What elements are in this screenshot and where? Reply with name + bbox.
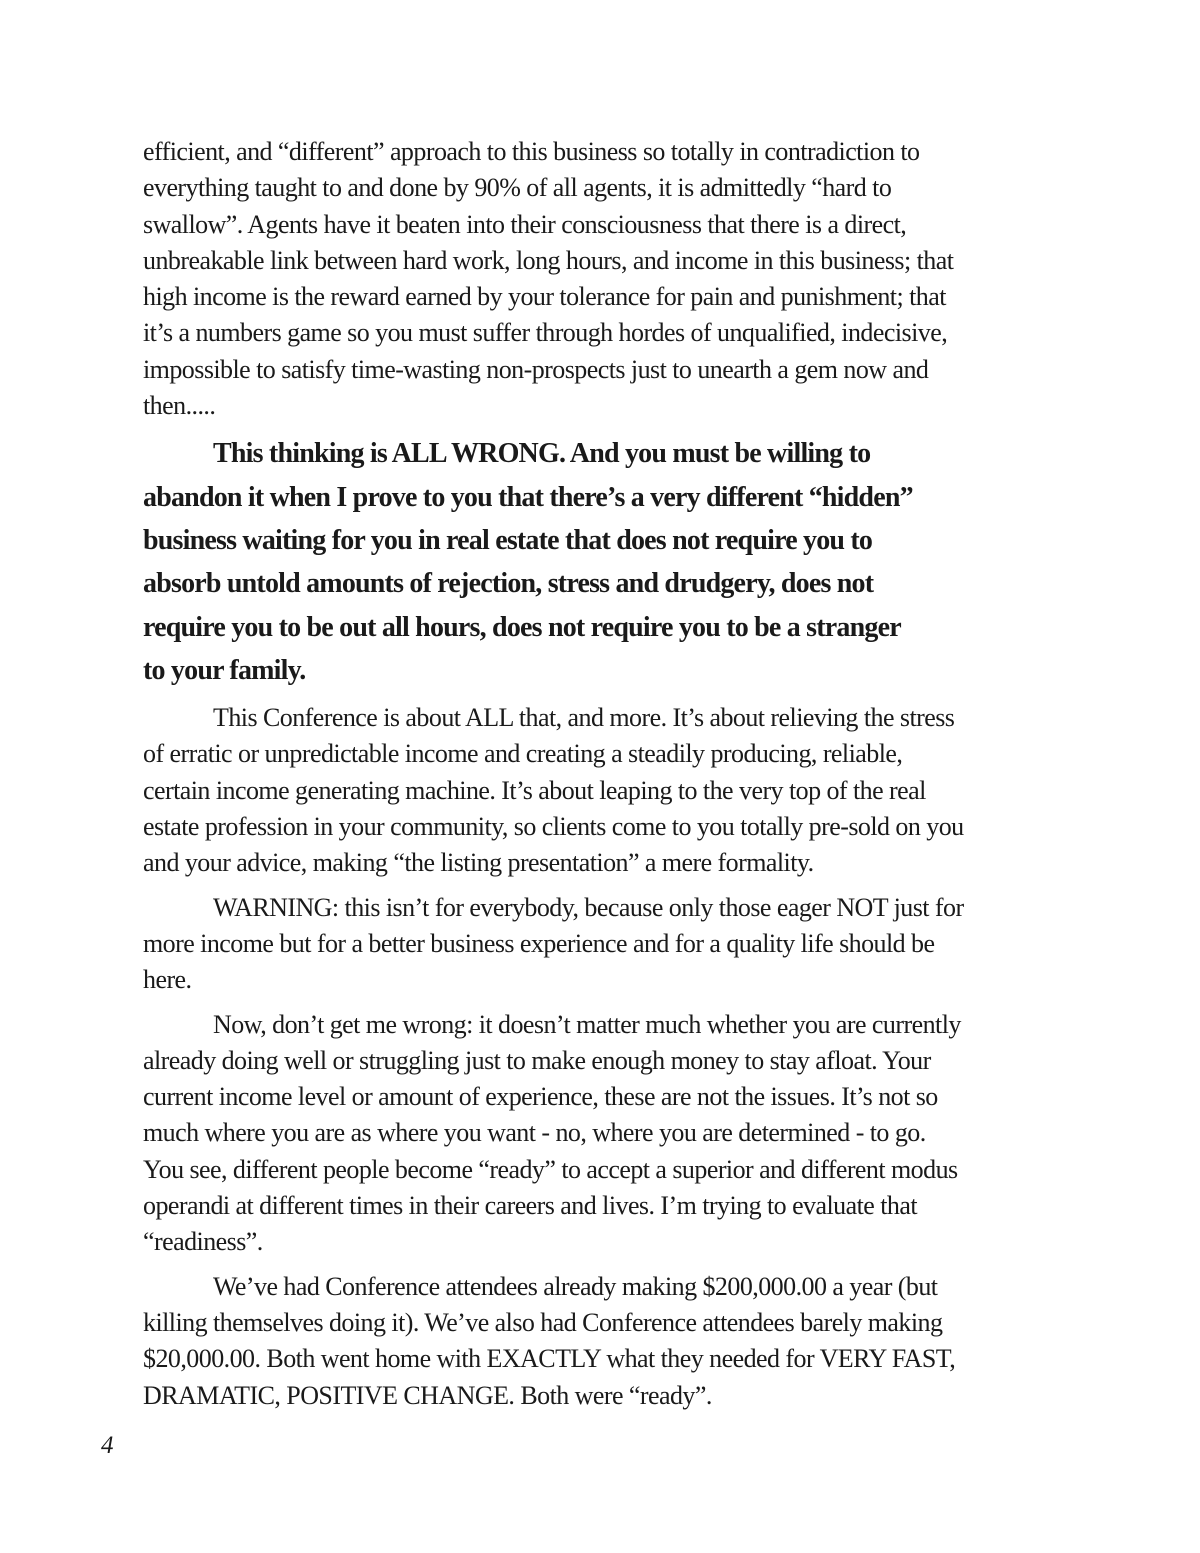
text-line: We’ve had Conference attendees already making $200,000.00 a year (but: [213, 1271, 938, 1301]
text-line: and your advice, making “the listing presentation” a mere formality.: [143, 848, 814, 878]
text-line: DRAMATIC, POSITIVE CHANGE. Both were “ready”.: [143, 1380, 712, 1410]
text-line: require you to be out all hours, does not require you to be a stranger: [143, 611, 901, 643]
text-line: $20,000.00. Both went home with EXACTLY what they needed for VERY FAST,: [143, 1344, 956, 1374]
text-line: already doing well or struggling just to make enough money to stay afloat. Your: [143, 1045, 931, 1075]
text-line: of erratic or unpredictable income and creating a steadily producing, reliable,: [143, 739, 903, 769]
text-line: unbreakable link between hard work, long hours, and income in this business; that: [143, 245, 954, 275]
text-line: Now, don’t get me wrong: it doesn’t matter much whether you are currently: [213, 1009, 961, 1039]
text-line: impossible to satisfy time-wasting non-prospects just to unearth a gem now and: [143, 354, 929, 384]
text-line: This Conference is about ALL that, and more. It’s about relieving the stress: [213, 703, 955, 733]
text-line: swallow”. Agents have it beaten into their consciousness that there is a direct,: [143, 209, 907, 239]
text-line: everything taught to and done by 90% of all agents, it is admittedly “hard to: [143, 173, 892, 203]
text-line: here.: [143, 965, 192, 995]
text-line: “readiness”.: [143, 1227, 263, 1257]
text-line: killing themselves doing it). We’ve also had Conference attendees barely making: [143, 1307, 943, 1337]
readiness-paragraph: [143, 1007, 1083, 1261]
text-line: WARNING: this isn’t for everybody, because only those eager NOT just for: [213, 892, 964, 922]
text-line: operandi at different times in their careers and lives. I’m trying to evaluate that: [143, 1191, 918, 1221]
text-line: current income level or amount of experience, these are not the issues. It’s not so: [143, 1082, 938, 1112]
text-line: efficient, and “different” approach to this business so totally in contradiction to: [143, 137, 920, 166]
text-line: then.....: [143, 391, 216, 421]
text-line: business waiting for you in real estate that does not require you to: [143, 524, 873, 556]
page-number: 4: [101, 1432, 114, 1459]
text-line: certain income generating machine. It’s about leaping to the very top of the real: [143, 775, 926, 805]
text-line: You see, different people become “ready” to accept a superior and different modus: [143, 1154, 958, 1184]
text-line: estate profession in your community, so clients come to you totally pre-sold on you: [143, 812, 964, 842]
text-line: more income but for a better business experience and for a quality life should be: [143, 928, 935, 958]
text-line: This thinking is ALL WRONG. And you must be willing to: [213, 438, 871, 470]
text-line: much where you are as where you want - no, where you are determined - to go.: [143, 1118, 926, 1148]
attendees-paragraph: [143, 1269, 1083, 1414]
text-line: to your family.: [143, 654, 306, 686]
text-line: absorb untold amounts of rejection, stress and drudgery, does not: [143, 568, 874, 600]
text-line: it’s a numbers game so you must suffer through hordes of unqualified, indecisive,: [143, 318, 948, 348]
text-line: abandon it when I prove to you that there’s a very different “hidden”: [143, 481, 913, 513]
opening-continuation-paragraph: [143, 134, 1083, 424]
text-line: high income is the reward earned by your tolerance for pain and punishment; that: [143, 282, 946, 312]
conference-paragraph: [143, 700, 1083, 881]
warning-paragraph: [143, 890, 1083, 999]
bold-emphasis-paragraph: [143, 432, 1083, 692]
text-block: [143, 134, 1083, 1422]
